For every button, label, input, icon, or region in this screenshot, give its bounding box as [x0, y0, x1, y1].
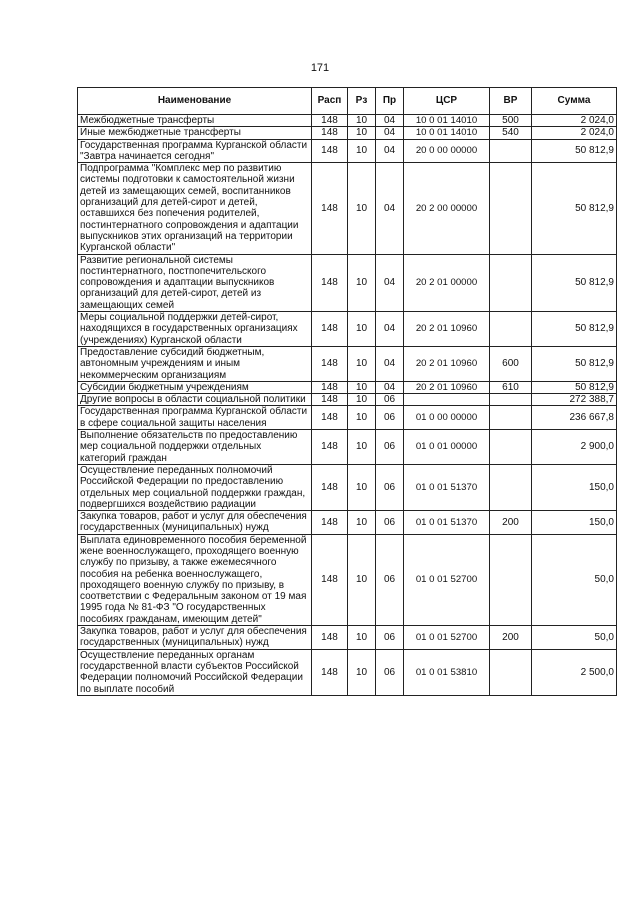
cell-rasp: 148: [312, 346, 348, 381]
cell-pr: 06: [376, 464, 404, 510]
table-row: [78, 254, 617, 311]
cell-pr: 04: [376, 381, 404, 393]
cell-name: Подпрограмма "Комплекс мер по развитию системы подготовки к самостоятельной жизни детей из замещающих семей, воспитанников организаций для детей-сирот и детей, оставшихся без попечения родителей, постинтернатного сопровождения и адаптации выпускников этих организаций на территории Курганской области": [78, 163, 312, 254]
cell-pr: 04: [376, 312, 404, 347]
cell-vr: [490, 312, 532, 347]
cell-name: Государственная программа Курганской области в сфере социальной защиты населения: [78, 406, 312, 430]
table-row: [78, 115, 617, 127]
cell-rz: 10: [348, 346, 376, 381]
header-vr: ВР: [490, 88, 532, 115]
cell-pr: 04: [376, 127, 404, 139]
cell-sum: 50,0: [532, 626, 617, 650]
cell-vr: [490, 464, 532, 510]
cell-rz: 10: [348, 430, 376, 465]
cell-name: Другие вопросы в области социальной политики: [78, 394, 312, 406]
cell-sum: 2 024,0: [532, 115, 617, 127]
cell-csr: 01 0 00 00000: [404, 406, 490, 430]
cell-rasp: 148: [312, 127, 348, 139]
table-row: [78, 534, 617, 625]
table-row: [78, 430, 617, 465]
cell-sum: 150,0: [532, 464, 617, 510]
cell-sum: 236 667,8: [532, 406, 617, 430]
cell-rz: 10: [348, 534, 376, 625]
header-rz: Рз: [348, 88, 376, 115]
cell-sum: 50 812,9: [532, 381, 617, 393]
cell-pr: 06: [376, 394, 404, 406]
cell-name: Закупка товаров, работ и услуг для обеспечения государственных (муниципальных) нужд: [78, 626, 312, 650]
cell-rasp: 148: [312, 464, 348, 510]
cell-pr: 04: [376, 115, 404, 127]
cell-rz: 10: [348, 406, 376, 430]
cell-csr: 01 0 01 51370: [404, 464, 490, 510]
cell-csr: 01 0 01 00000: [404, 430, 490, 465]
cell-rasp: 148: [312, 394, 348, 406]
table-row: [78, 649, 617, 695]
header-rasp: Расп: [312, 88, 348, 115]
cell-rz: 10: [348, 649, 376, 695]
cell-rasp: 148: [312, 649, 348, 695]
cell-sum: 50 812,9: [532, 254, 617, 311]
cell-sum: 150,0: [532, 511, 617, 535]
cell-pr: 06: [376, 430, 404, 465]
cell-sum: 50 812,9: [532, 139, 617, 163]
cell-sum: 50 812,9: [532, 312, 617, 347]
cell-pr: 06: [376, 511, 404, 535]
cell-csr: 01 0 01 52700: [404, 534, 490, 625]
cell-rasp: 148: [312, 115, 348, 127]
cell-rz: 10: [348, 626, 376, 650]
cell-rz: 10: [348, 254, 376, 311]
cell-vr: [490, 394, 532, 406]
cell-pr: 06: [376, 626, 404, 650]
cell-rasp: 148: [312, 163, 348, 254]
cell-rasp: 148: [312, 312, 348, 347]
table-row: [78, 381, 617, 393]
cell-vr: [490, 649, 532, 695]
cell-csr: 20 2 01 10960: [404, 381, 490, 393]
table-row: [78, 511, 617, 535]
cell-csr: [404, 394, 490, 406]
budget-table: [77, 87, 617, 696]
cell-sum: 50 812,9: [532, 163, 617, 254]
cell-sum: 50 812,9: [532, 346, 617, 381]
cell-rz: 10: [348, 163, 376, 254]
table-row: [78, 394, 617, 406]
header-csr: ЦСР: [404, 88, 490, 115]
cell-sum: 272 388,7: [532, 394, 617, 406]
cell-rz: 10: [348, 127, 376, 139]
cell-rasp: 148: [312, 534, 348, 625]
cell-rz: 10: [348, 464, 376, 510]
table-row: [78, 127, 617, 139]
cell-sum: 2 500,0: [532, 649, 617, 695]
cell-vr: 500: [490, 115, 532, 127]
cell-vr: 600: [490, 346, 532, 381]
cell-rz: 10: [348, 511, 376, 535]
cell-rasp: 148: [312, 139, 348, 163]
cell-pr: 04: [376, 163, 404, 254]
header-pr: Пр: [376, 88, 404, 115]
cell-vr: [490, 430, 532, 465]
cell-rasp: 148: [312, 511, 348, 535]
cell-vr: [490, 139, 532, 163]
cell-name: Меры социальной поддержки детей-сирот, находящихся в государственных организациях (учреждениях) Курганской области: [78, 312, 312, 347]
header-sum: Сумма: [532, 88, 617, 115]
header-name: Наименование: [78, 88, 312, 115]
table-row: [78, 312, 617, 347]
cell-name: Выполнение обязательств по предоставлению мер социальной поддержки отдельных категорий граждан: [78, 430, 312, 465]
page-number: 171: [310, 62, 330, 74]
cell-csr: 01 0 01 51370: [404, 511, 490, 535]
cell-rasp: 148: [312, 406, 348, 430]
cell-csr: 10 0 01 14010: [404, 115, 490, 127]
cell-csr: 20 2 01 10960: [404, 312, 490, 347]
table-row: [78, 346, 617, 381]
cell-name: Развитие региональной системы постинтернатного, постпопечительского сопровождения и адаптации выпускников организаций для детей-сирот, детей из замещающих семей: [78, 254, 312, 311]
cell-name: Субсидии бюджетным учреждениям: [78, 381, 312, 393]
cell-pr: 04: [376, 346, 404, 381]
table-row: [78, 464, 617, 510]
cell-rasp: 148: [312, 430, 348, 465]
cell-name: Межбюджетные трансферты: [78, 115, 312, 127]
table-header-row: [78, 88, 617, 115]
cell-vr: 200: [490, 511, 532, 535]
cell-vr: [490, 163, 532, 254]
cell-rasp: 148: [312, 626, 348, 650]
cell-vr: [490, 254, 532, 311]
table-row: [78, 626, 617, 650]
table-row: [78, 406, 617, 430]
cell-name: Закупка товаров, работ и услуг для обеспечения государственных (муниципальных) нужд: [78, 511, 312, 535]
cell-csr: 20 0 00 00000: [404, 139, 490, 163]
cell-name: Государственная программа Курганской области "Завтра начинается сегодня": [78, 139, 312, 163]
cell-rz: 10: [348, 394, 376, 406]
cell-vr: 540: [490, 127, 532, 139]
cell-sum: 50,0: [532, 534, 617, 625]
cell-csr: 20 2 00 00000: [404, 163, 490, 254]
cell-vr: [490, 406, 532, 430]
cell-rz: 10: [348, 312, 376, 347]
cell-name: Осуществление переданных органам государственной власти субъектов Российской Федерации полномочий Российской Федерации по выплате пособий: [78, 649, 312, 695]
cell-pr: 06: [376, 406, 404, 430]
cell-csr: 20 2 01 00000: [404, 254, 490, 311]
cell-rasp: 148: [312, 254, 348, 311]
cell-vr: 200: [490, 626, 532, 650]
cell-csr: 10 0 01 14010: [404, 127, 490, 139]
cell-pr: 04: [376, 139, 404, 163]
table-body: [78, 115, 617, 696]
cell-name: Осуществление переданных полномочий Российской Федерации по предоставлению отдельных мер социальной поддержки граждан, подвергшихся воздействию радиации: [78, 464, 312, 510]
table-row: [78, 163, 617, 254]
cell-pr: 06: [376, 649, 404, 695]
cell-name: Иные межбюджетные трансферты: [78, 127, 312, 139]
cell-pr: 06: [376, 534, 404, 625]
cell-rz: 10: [348, 139, 376, 163]
cell-rasp: 148: [312, 381, 348, 393]
cell-rz: 10: [348, 381, 376, 393]
cell-vr: 610: [490, 381, 532, 393]
cell-name: Выплата единовременного пособия беременной жене военнослужащего, проходящего военную службу по призыву, а также ежемесячного пособия на ребенка военнослужащего, проходящего военную службу по призыву, в соответствии с Федеральным законом от 19 мая 1995 года № 81-ФЗ "О государственных пособиях гражданам, имеющим детей": [78, 534, 312, 625]
cell-name: Предоставление субсидий бюджетным, автономным учреждениям и иным некоммерческим организациям: [78, 346, 312, 381]
cell-csr: 01 0 01 52700: [404, 626, 490, 650]
cell-rz: 10: [348, 115, 376, 127]
cell-sum: 2 900,0: [532, 430, 617, 465]
cell-pr: 04: [376, 254, 404, 311]
cell-sum: 2 024,0: [532, 127, 617, 139]
cell-csr: 20 2 01 10960: [404, 346, 490, 381]
cell-csr: 01 0 01 53810: [404, 649, 490, 695]
table-row: [78, 139, 617, 163]
cell-vr: [490, 534, 532, 625]
